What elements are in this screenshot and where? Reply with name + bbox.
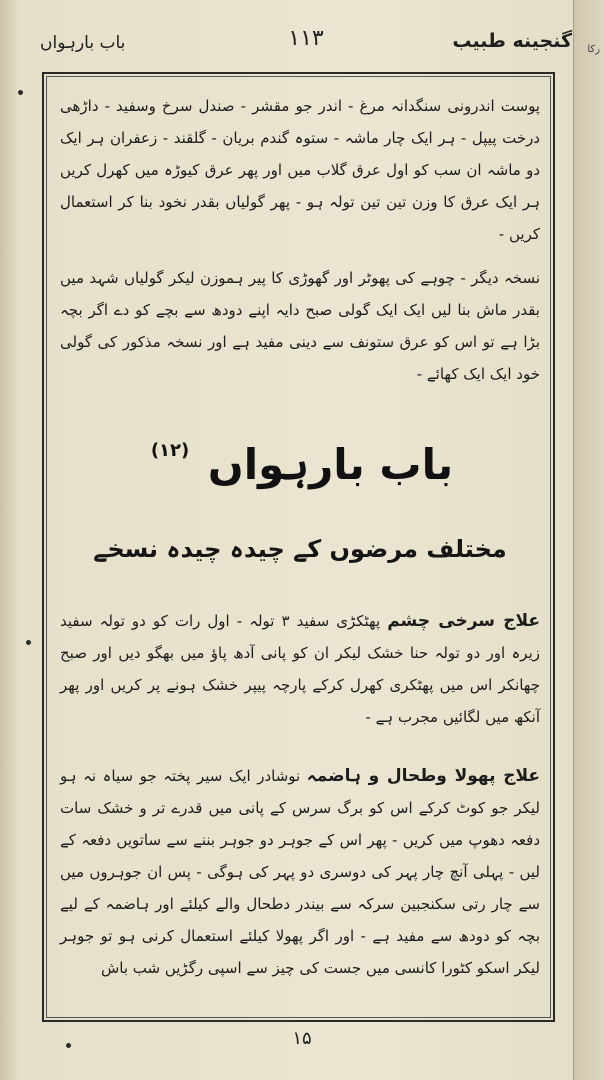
chapter-subtitle: مختلف مرضوں کے چیدہ چیدہ نسخے xyxy=(93,535,507,563)
running-head xyxy=(40,26,572,72)
paragraph-spleen-remedy xyxy=(60,760,540,984)
remedy-heading-spleen: علاج پھولا وطحال و ہاضمہ xyxy=(306,766,540,786)
ink-speck xyxy=(26,640,31,645)
chapter-title: باب بارہواں xyxy=(207,440,454,489)
chapter-heading xyxy=(60,440,540,489)
paragraph-eye-remedy xyxy=(60,605,540,733)
chapter-number: (۱۲) xyxy=(150,440,190,461)
chapter-running-title: باب بارہواں xyxy=(40,33,126,53)
ink-speck xyxy=(18,90,23,95)
paragraph-recipe-continued: پوست اندرونی سنگدانہ مرغ - اندر جو مقشر - صندل سرخ وسفید - داڑھی درخت پیپل - ہر ایک چار ماشہ - ستوہ گندم بریان - گلقند - زعفران ہر ایک دو ماشہ ان سب کو اول عرق گلاب میں اور پھر عرق کیوڑہ میں کھرل کریں ہر ایک عرق کا وزن تین تین تولہ ہو - پھر گولیاں بقدر نخود بنا کر استعمال کریں - xyxy=(60,97,540,243)
signature-mark: ۱۵ xyxy=(292,1028,312,1049)
page-number: ۱۱۳ xyxy=(288,26,324,51)
remedy-heading-eye: علاج سرخی چشم xyxy=(387,611,540,631)
remedy-text-eye: پھٹکڑی سفید ۳ تولہ - اول رات کو دو تولہ سفید زیرہ اور دو تولہ حنا خشک لیکر ان کو پانی آدھ پاؤ میں بھگو دیں اور صبح چھانکر اس میں پھٹکری کھرل کرکے پارچہ پیپر خشک ہونے پر کریں اور پھر آنکھ میں لگائیں مجرب ہے - xyxy=(60,612,540,726)
ink-speck xyxy=(66,1043,71,1048)
book-title: گنجینه طبیب xyxy=(452,30,572,52)
adjacent-page-edge xyxy=(573,0,604,1080)
adjacent-page-text: رکا xyxy=(587,44,600,55)
remedy-text-spleen: نوشادر ایک سیر پختہ جو سیاہ نہ ہو لیکر جو کوٹ کرکے اس کو برگ سرس کے پانی میں قدرے تر و خشک سات دفعہ دھوپ میں کریں - پھر اس کے جوہر دو جوہر بننے سے ساتویں دفعہ کے لیں - پہلی آنچ چار پہر کی دوسری دو پہر کی ہوگی - پس ان جوہروں میں سے چار رتی سکنجبین سرکہ سے بیندر دطحال والے کیلئے اور ہاضمہ کے لیے بچہ کو دودھ سے مفید ہے - اور اگر پھولا کیلئے استعمال کرنی ہو تو جوہر لیکر اسکو کٹورا کانسی میں جست کی چیز سے اسپی رگڑیں شب باش xyxy=(60,767,540,977)
paragraph-alternate-recipe: نسخہ دیگر - چوہے کی پھوٹر اور گھوڑی کا پیر ہموزن لیکر گولیاں شہد میں بقدر ماش بنا لیں ایک ایک گولی صبح دایہ اپنے دودھ سے بچے کو دے اگر بچہ بڑا ہے تو اس کو عرق ستونف سے دینی مفید ہے اور نسخہ مذکور کی گولی خود ایک ایک کھائے - xyxy=(60,269,540,383)
